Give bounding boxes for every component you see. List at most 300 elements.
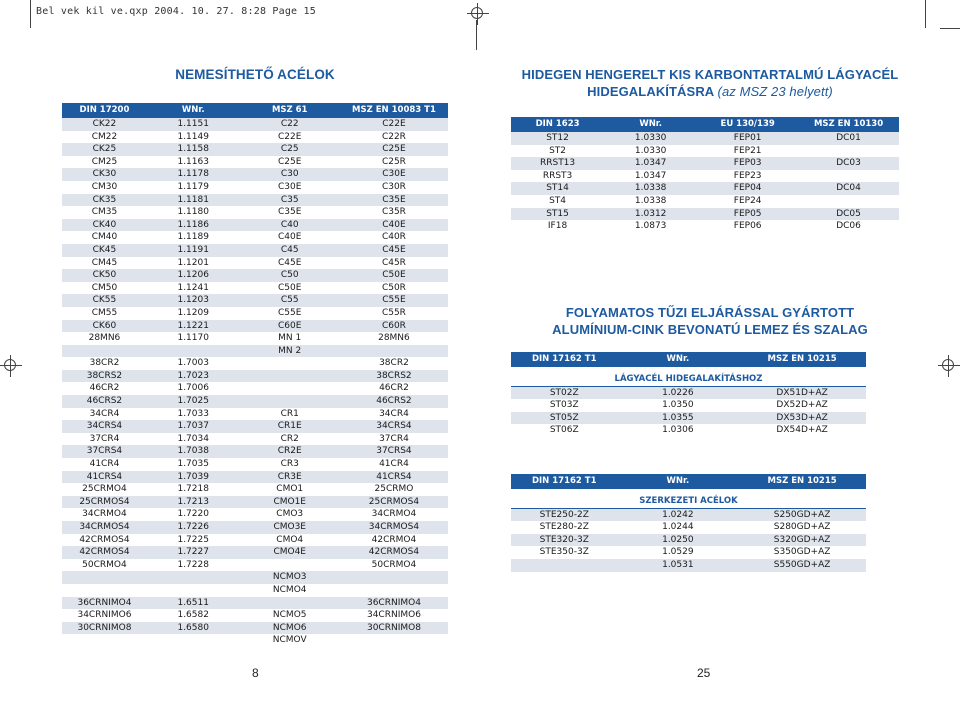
table-cell xyxy=(240,370,340,383)
table-cell: 1.0330 xyxy=(604,132,697,145)
table-cell: C30R xyxy=(340,181,448,194)
table-cell xyxy=(798,195,899,208)
table-cell: 46CRS2 xyxy=(62,395,147,408)
table-cell: C22E xyxy=(340,118,448,131)
table-cell: 1.7037 xyxy=(147,420,240,433)
table-cell: STE320-3Z xyxy=(511,534,618,547)
table-cell: 1.0355 xyxy=(618,412,739,425)
table-cell: 1.7227 xyxy=(147,546,240,559)
table-cell: C55R xyxy=(340,307,448,320)
table-cell: 1.1181 xyxy=(147,194,240,207)
table-cell: NCMO6 xyxy=(240,622,340,635)
crop-mark xyxy=(940,28,960,29)
table-cell: C50 xyxy=(240,269,340,282)
table-cell xyxy=(798,170,899,183)
table-cell: DC05 xyxy=(798,208,899,221)
table-cell: C55 xyxy=(240,294,340,307)
column-header: DIN 17200 xyxy=(62,103,147,118)
table-cell: C50R xyxy=(340,282,448,295)
table-cell: DC03 xyxy=(798,157,899,170)
table-cell: C45 xyxy=(240,244,340,257)
table-cell: CMO1 xyxy=(240,483,340,496)
table-cell: C35E xyxy=(340,194,448,207)
table-cell: 34CRS4 xyxy=(62,420,147,433)
table-cell: FEP05 xyxy=(697,208,798,221)
table-cell: ST2 xyxy=(511,145,604,158)
table-cell: 30CRNIMO8 xyxy=(340,622,448,635)
table-cell: 1.7034 xyxy=(147,433,240,446)
table-row xyxy=(62,231,448,244)
table-cell: 1.1180 xyxy=(147,206,240,219)
table-cell: MN 2 xyxy=(240,345,340,358)
table-cell: 1.1206 xyxy=(147,269,240,282)
subheader-row xyxy=(511,373,866,386)
table-cell: 42CRMOS4 xyxy=(340,546,448,559)
table-row xyxy=(62,206,448,219)
table-cell: CM25 xyxy=(62,156,147,169)
table-subheader: SZERKEZETI ACÉLOK xyxy=(511,495,866,508)
table-cell: 1.7003 xyxy=(147,357,240,370)
table-cell: CR3E xyxy=(240,471,340,484)
table-cell: C50E xyxy=(240,282,340,295)
aluzinc-structural-steel-table xyxy=(511,474,866,572)
table-row xyxy=(62,420,448,433)
table-cell: STE350-3Z xyxy=(511,546,618,559)
table-cell: CMO1E xyxy=(240,496,340,509)
table-cell xyxy=(147,345,240,358)
table-cell: 1.0226 xyxy=(618,386,739,399)
column-header: MSZ EN 10130 xyxy=(798,117,899,132)
table-cell: CMO4E xyxy=(240,546,340,559)
table-cell: 1.1201 xyxy=(147,257,240,270)
table-cell: 1.7225 xyxy=(147,534,240,547)
table-cell: 1.0347 xyxy=(604,170,697,183)
table-cell: 1.0330 xyxy=(604,145,697,158)
table-row xyxy=(62,168,448,181)
table-cell: ST12 xyxy=(511,132,604,145)
table-cell: 1.1203 xyxy=(147,294,240,307)
table-row xyxy=(511,132,899,145)
table-cell: C55E xyxy=(240,307,340,320)
table-cell: C40E xyxy=(340,219,448,232)
table-cell: 25CRMOS4 xyxy=(62,496,147,509)
table-cell: C45R xyxy=(340,257,448,270)
table-cell: NCMO3 xyxy=(240,571,340,584)
table-cell: 41CRS4 xyxy=(62,471,147,484)
table-row xyxy=(62,320,448,333)
table-cell: 34CRMOS4 xyxy=(340,521,448,534)
right-section2-title xyxy=(510,304,910,338)
table-cell: 34CRMOS4 xyxy=(62,521,147,534)
table-cell xyxy=(240,559,340,572)
table-subheader: LÁGYACÉL HIDEGALAKÍTÁSHOZ xyxy=(511,373,866,386)
table-row xyxy=(62,471,448,484)
table-cell: RRST3 xyxy=(511,170,604,183)
column-header: WNr. xyxy=(604,117,697,132)
table-cell: FEP01 xyxy=(697,132,798,145)
table-cell: CK55 xyxy=(62,294,147,307)
table-cell: CK50 xyxy=(62,269,147,282)
table-row xyxy=(511,521,866,534)
column-header: MSZ EN 10215 xyxy=(738,352,866,367)
table-cell: CK35 xyxy=(62,194,147,207)
table-row xyxy=(62,156,448,169)
table-row xyxy=(511,508,866,521)
table-row xyxy=(511,546,866,559)
table-row xyxy=(62,534,448,547)
table-cell: DX51D+AZ xyxy=(738,386,866,399)
table-cell: DC01 xyxy=(798,132,899,145)
table-row xyxy=(62,458,448,471)
table-cell: 25CRMOS4 xyxy=(340,496,448,509)
table-row xyxy=(511,412,866,425)
table-cell: NCMOV xyxy=(240,634,340,647)
table-cell: CMO3E xyxy=(240,521,340,534)
table-cell: NCMO5 xyxy=(240,609,340,622)
table-cell: 1.1189 xyxy=(147,231,240,244)
table-row xyxy=(62,483,448,496)
table-cell: 1.1209 xyxy=(147,307,240,320)
table-cell: CM45 xyxy=(62,257,147,270)
table-cell: RRST13 xyxy=(511,157,604,170)
table-row xyxy=(62,257,448,270)
table-cell: 37CRS4 xyxy=(340,445,448,458)
table-cell: 1.0338 xyxy=(604,182,697,195)
table-cell: 50CRMO4 xyxy=(62,559,147,572)
table-cell: ST03Z xyxy=(511,399,618,412)
table-cell: C60R xyxy=(340,320,448,333)
table-cell: 36CRNIMO4 xyxy=(340,597,448,610)
column-header: WNr. xyxy=(618,474,739,489)
table-cell: CK30 xyxy=(62,168,147,181)
table-cell: DC06 xyxy=(798,220,899,233)
right-page-number: 25 xyxy=(697,666,711,680)
table-cell: C30 xyxy=(240,168,340,181)
table-cell: 34CRNIMO6 xyxy=(62,609,147,622)
right-title-line2: HIDEGALAKÍTÁSRA xyxy=(587,84,714,99)
table-cell: 1.0531 xyxy=(618,559,739,572)
cold-rolled-table xyxy=(511,117,899,233)
table-row xyxy=(62,118,448,131)
table-cell: NCMO4 xyxy=(240,584,340,597)
table-cell: 42CRMO4 xyxy=(340,534,448,547)
table-cell: 1.1186 xyxy=(147,219,240,232)
registration-mark-right xyxy=(938,355,960,377)
table-cell: C25E xyxy=(340,143,448,156)
table-cell xyxy=(62,584,147,597)
table-cell: CMO4 xyxy=(240,534,340,547)
table-cell: 1.0250 xyxy=(618,534,739,547)
table-cell: IF18 xyxy=(511,220,604,233)
table-cell: 1.7228 xyxy=(147,559,240,572)
table-row xyxy=(511,145,899,158)
table-cell: FEP24 xyxy=(697,195,798,208)
table-cell: 1.7226 xyxy=(147,521,240,534)
table-cell: C35E xyxy=(240,206,340,219)
table-row xyxy=(62,584,448,597)
right-title-line1: HIDEGEN HENGERELT KIS KARBONTARTALMÚ LÁGYACÉL xyxy=(521,67,899,82)
table-row xyxy=(62,143,448,156)
table-cell: CK25 xyxy=(62,143,147,156)
table-cell xyxy=(62,634,147,647)
table-row xyxy=(511,182,899,195)
table-cell: 37CR4 xyxy=(340,433,448,446)
table-row xyxy=(62,194,448,207)
table-cell: C22R xyxy=(340,131,448,144)
table-cell: 36CRNIMO4 xyxy=(62,597,147,610)
table-cell: CR1 xyxy=(240,408,340,421)
table-cell: 50CRMO4 xyxy=(340,559,448,572)
column-header: EU 130/139 xyxy=(697,117,798,132)
table-cell: 1.7038 xyxy=(147,445,240,458)
table-cell: 1.7033 xyxy=(147,408,240,421)
table-row xyxy=(62,395,448,408)
table-cell: S550GD+AZ xyxy=(738,559,866,572)
table-row xyxy=(62,408,448,421)
table-row xyxy=(62,521,448,534)
table-cell xyxy=(340,634,448,647)
table-cell: STE280-2Z xyxy=(511,521,618,534)
table-cell: 28MN6 xyxy=(340,332,448,345)
table-cell: 1.6580 xyxy=(147,622,240,635)
table-cell: CK45 xyxy=(62,244,147,257)
table-cell: 38CR2 xyxy=(62,357,147,370)
column-header: WNr. xyxy=(147,103,240,118)
table-row xyxy=(62,559,448,572)
table-cell: CM55 xyxy=(62,307,147,320)
table-row xyxy=(62,382,448,395)
table-cell: MN 1 xyxy=(240,332,340,345)
table-row xyxy=(62,546,448,559)
table-cell: 1.0244 xyxy=(618,521,739,534)
table-cell: 1.0312 xyxy=(604,208,697,221)
left-page-title: NEMESÍTHETŐ ACÉLOK xyxy=(175,67,335,82)
table-cell: 1.0529 xyxy=(618,546,739,559)
table-cell: ST05Z xyxy=(511,412,618,425)
table-cell: ST02Z xyxy=(511,386,618,399)
table-cell: C45E xyxy=(340,244,448,257)
table-cell xyxy=(147,584,240,597)
section2-title-line2: ALUMÍNIUM-CINK BEVONATÚ LEMEZ ÉS SZALAG xyxy=(552,322,868,337)
table-cell: CK22 xyxy=(62,118,147,131)
table-cell: C35 xyxy=(240,194,340,207)
table-cell: 1.1158 xyxy=(147,143,240,156)
table-cell: S320GD+AZ xyxy=(738,534,866,547)
table-cell: 1.0350 xyxy=(618,399,739,412)
table-cell: 1.0242 xyxy=(618,508,739,521)
table-cell: 1.1191 xyxy=(147,244,240,257)
table-cell: 1.6582 xyxy=(147,609,240,622)
table-cell xyxy=(340,571,448,584)
table-cell: CM40 xyxy=(62,231,147,244)
table-cell: 1.7025 xyxy=(147,395,240,408)
column-header: MSZ EN 10215 xyxy=(738,474,866,489)
table-row xyxy=(62,508,448,521)
table-cell: DX54D+AZ xyxy=(738,424,866,437)
table-cell xyxy=(240,357,340,370)
left-page-number: 8 xyxy=(252,666,259,680)
table-cell: CR3 xyxy=(240,458,340,471)
table-cell: CR1E xyxy=(240,420,340,433)
registration-mark-left xyxy=(0,355,22,377)
table-cell: FEP06 xyxy=(697,220,798,233)
table-row xyxy=(62,131,448,144)
crop-mark xyxy=(30,0,31,28)
table-row xyxy=(62,622,448,635)
table-row xyxy=(62,634,448,647)
table-cell: 37CR4 xyxy=(62,433,147,446)
table-row xyxy=(511,424,866,437)
table-row xyxy=(62,496,448,509)
table-cell: 34CR4 xyxy=(340,408,448,421)
table-cell: STE250-2Z xyxy=(511,508,618,521)
section2-title-line1: FOLYAMATOS TŰZI ELJÁRÁSSAL GYÁRTOTT xyxy=(565,305,855,320)
table-cell: CMO3 xyxy=(240,508,340,521)
table-row xyxy=(511,399,866,412)
table-cell: 1.1221 xyxy=(147,320,240,333)
table-cell: ST06Z xyxy=(511,424,618,437)
table-cell: ST15 xyxy=(511,208,604,221)
table-row xyxy=(62,597,448,610)
column-header: MSZ EN 10083 T1 xyxy=(340,103,448,118)
table-row xyxy=(62,244,448,257)
table-cell: 34CRNIMO6 xyxy=(340,609,448,622)
table-cell: 28MN6 xyxy=(62,332,147,345)
table-row xyxy=(62,294,448,307)
table-row xyxy=(62,357,448,370)
table-cell: C30E xyxy=(240,181,340,194)
table-cell: S250GD+AZ xyxy=(738,508,866,521)
table-cell: C25 xyxy=(240,143,340,156)
table-cell: ST14 xyxy=(511,182,604,195)
table-cell: 37CRS4 xyxy=(62,445,147,458)
crop-mark xyxy=(476,20,477,50)
table-cell xyxy=(511,559,618,572)
table-cell: C30E xyxy=(340,168,448,181)
table-cell: 34CRMO4 xyxy=(62,508,147,521)
left-steel-table xyxy=(62,103,448,647)
table-cell: 1.7213 xyxy=(147,496,240,509)
table-cell: 25CRMO4 xyxy=(62,483,147,496)
table-cell: C35R xyxy=(340,206,448,219)
table-cell: 46CR2 xyxy=(62,382,147,395)
table-cell: 41CRS4 xyxy=(340,471,448,484)
table-cell: 34CRMO4 xyxy=(340,508,448,521)
table-cell xyxy=(147,634,240,647)
table-cell: FEP03 xyxy=(697,157,798,170)
table-row xyxy=(511,157,899,170)
table-cell xyxy=(62,571,147,584)
table-cell xyxy=(147,571,240,584)
table-cell xyxy=(340,584,448,597)
table-cell: ST4 xyxy=(511,195,604,208)
right-page-title xyxy=(510,66,910,100)
table-row xyxy=(62,181,448,194)
table-row xyxy=(62,282,448,295)
table-cell: 1.7006 xyxy=(147,382,240,395)
table-cell: FEP04 xyxy=(697,182,798,195)
table-cell xyxy=(62,345,147,358)
table-cell: CM22 xyxy=(62,131,147,144)
table-row xyxy=(511,386,866,399)
table-row xyxy=(62,345,448,358)
registration-mark-top-left xyxy=(467,3,489,25)
table-row xyxy=(62,219,448,232)
table-row xyxy=(62,307,448,320)
table-row xyxy=(511,170,899,183)
table-row xyxy=(62,445,448,458)
subheader-row xyxy=(511,495,866,508)
table-cell: FEP23 xyxy=(697,170,798,183)
table-cell: 34CR4 xyxy=(62,408,147,421)
table-cell: CR2 xyxy=(240,433,340,446)
table-row xyxy=(62,571,448,584)
table-cell: C22E xyxy=(240,131,340,144)
table-cell: 38CRS2 xyxy=(62,370,147,383)
table-row xyxy=(511,220,899,233)
table-cell: CM35 xyxy=(62,206,147,219)
table-cell: 1.1163 xyxy=(147,156,240,169)
table-cell: 34CRS4 xyxy=(340,420,448,433)
table-cell: 25CRMO xyxy=(340,483,448,496)
table-cell: DX53D+AZ xyxy=(738,412,866,425)
table-row xyxy=(62,332,448,345)
table-cell: CM50 xyxy=(62,282,147,295)
table-cell: 1.1151 xyxy=(147,118,240,131)
table-cell: 1.1241 xyxy=(147,282,240,295)
table-cell: C40R xyxy=(340,231,448,244)
table-cell: C45E xyxy=(240,257,340,270)
table-cell: 1.6511 xyxy=(147,597,240,610)
table-cell: 38CR2 xyxy=(340,357,448,370)
table-cell: S350GD+AZ xyxy=(738,546,866,559)
table-cell: C22 xyxy=(240,118,340,131)
table-cell: 1.0306 xyxy=(618,424,739,437)
table-cell: DC04 xyxy=(798,182,899,195)
table-row xyxy=(511,534,866,547)
crop-mark xyxy=(925,0,926,28)
table-cell: 1.0873 xyxy=(604,220,697,233)
table-cell: 1.1178 xyxy=(147,168,240,181)
table-cell: CM30 xyxy=(62,181,147,194)
column-header: DIN 1623 xyxy=(511,117,604,132)
table-cell: 46CRS2 xyxy=(340,395,448,408)
table-cell xyxy=(240,382,340,395)
aluzinc-mild-steel-table xyxy=(511,352,866,437)
table-cell: 1.7023 xyxy=(147,370,240,383)
column-header: MSZ 61 xyxy=(240,103,340,118)
table-cell: 41CR4 xyxy=(62,458,147,471)
table-cell: 1.1179 xyxy=(147,181,240,194)
table-cell: CK40 xyxy=(62,219,147,232)
table-cell: C60E xyxy=(240,320,340,333)
table-cell xyxy=(340,345,448,358)
table-cell: 1.0347 xyxy=(604,157,697,170)
table-cell: 38CRS2 xyxy=(340,370,448,383)
table-cell: CK60 xyxy=(62,320,147,333)
table-row xyxy=(511,195,899,208)
table-cell: 1.7035 xyxy=(147,458,240,471)
table-cell: S280GD+AZ xyxy=(738,521,866,534)
table-cell: C25E xyxy=(240,156,340,169)
table-cell xyxy=(240,597,340,610)
right-title-note: (az MSZ 23 helyett) xyxy=(717,84,833,99)
table-cell: C50E xyxy=(340,269,448,282)
column-header: DIN 17162 T1 xyxy=(511,352,618,367)
table-cell xyxy=(240,395,340,408)
table-cell xyxy=(798,145,899,158)
table-cell: DX52D+AZ xyxy=(738,399,866,412)
